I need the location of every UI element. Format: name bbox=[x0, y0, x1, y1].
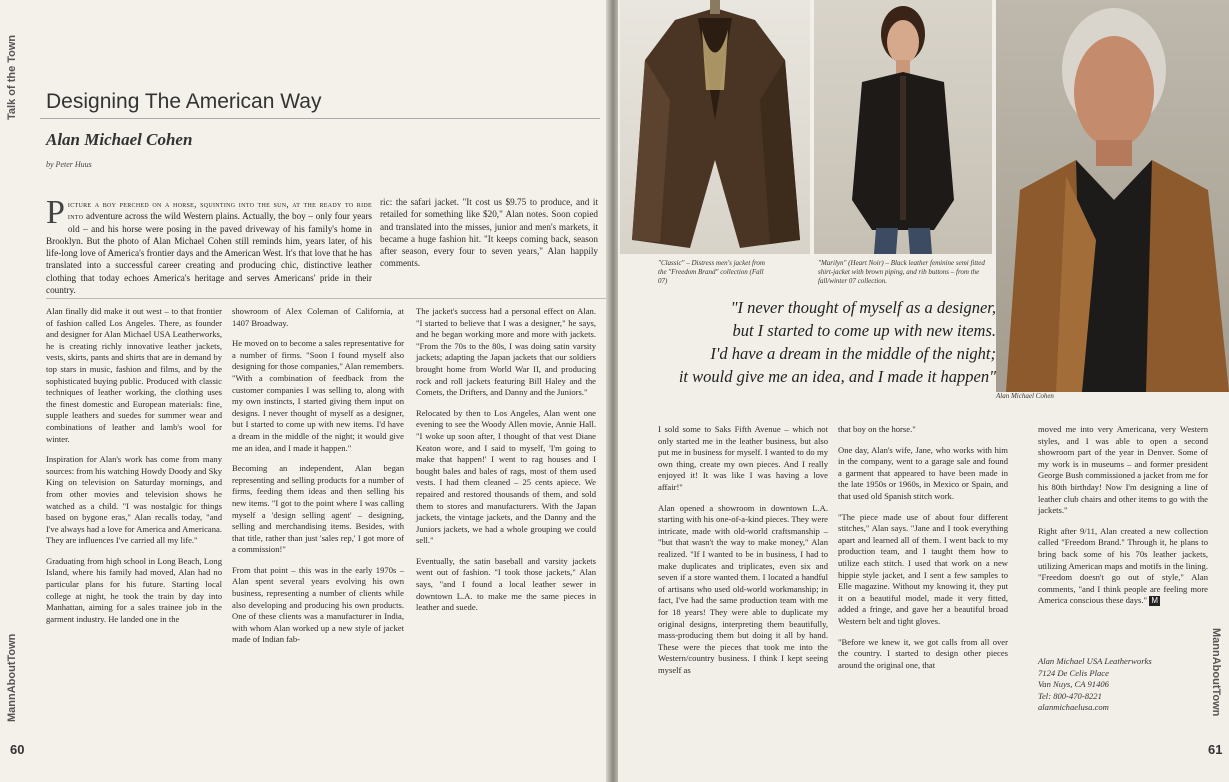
intro-lead: icture a boy perched on a horse, squinting into the sun, at the ready to ride into bbox=[67, 199, 372, 222]
paragraph: Relocated by then to Los Angeles, Alan went one evening to see the Woody Allen movie, Annie Hall. "I woke up soon after, I thought of that vest Diane Keaton wore, and I said to myself, 'I'm going to make that happen!' I went to rag houses and I bought bales and bales of rags, most of them used vests. I had them cleaned – 25 cents apiece. We repaired and restored thousands of them, and sold them to stores and manufacturers. With the Japan jackets, the vintage jackets, and the Danny and the Juniors jackets, we had a whole grouping we could sell." bbox=[416, 407, 596, 546]
paragraph: Graduating from high school in Long Beach, Long Island, where his family had moved, Alan had no particular plans for his future. Starting local college at night, he took the train by day into Manhattan, aiming for a sales trainee job in the garment industry. He landed one in the bbox=[46, 555, 222, 624]
paragraph: Alan finally did make it out west – to that frontier of fashion called Los Angeles. There, as founder and designer for Alan Michael USA Leatherworks, he is creating richly innovative leather jackets, vests, skirts, pants and shirts that are in demand by top stars in music, fashion and films, and by the sophisticated buying public. Produced with classic techniques of leather working, the clothing uses the finest domestic and European materials: fine, supple leathers and suedes for summer wear and combinations of leather and lamb's wool for winter. bbox=[46, 306, 222, 444]
article-subtitle: Alan Michael Cohen bbox=[46, 130, 193, 149]
contact-company: Alan Michael USA Leatherworks bbox=[1038, 656, 1152, 666]
paragraph: I sold some to Saks Fifth Avenue – which not only started me in the leather business, but also put me in business for myself. I wanted to do my own thing, create my own pieces. And I really enjoyed it! It was like I was having a love affair!" bbox=[658, 424, 828, 492]
paragraph: The jacket's success had a personal effect on Alan. "I started to believe that I was a designer," he says, and he began working more and more with jackets. "From the 70s to the 80s, I was doing satin varsity jackets; adapting the Japan jackets that our soldiers brought home from World War II, and producing rock and roll jackets featuring Bill Haley and the Comets, the Drifters, and Danny and the Juniors." bbox=[416, 306, 596, 398]
portrait-photo bbox=[996, 0, 1229, 392]
portrait-image bbox=[996, 0, 1229, 392]
paragraph: Becoming an independent, Alan began representing and selling products for a number of firms, feeding them ideas and then selling his new items. "I got to the point where I was calling myself a 'design selling agent' – designing, selling and merchandising items. Besides, with that title, rather than just 'sales rep,' I got more of a commission!" bbox=[232, 463, 404, 555]
page-number: 60 bbox=[10, 742, 25, 757]
paragraph-text: Right after 9/11, Alan created a new collection called "Freedom Brand." Through it, he plans to bring back some of his 70s leather jackets, utilizing American maps and motifs in the lining. "Freedom doesn't go out of style," Alan comments, "and I think people are feeling more America conscious these days." bbox=[1038, 525, 1208, 606]
jacket-caption: "Classic" – Distress men's jacket from the "Freedom Brand" collection (Fall 07) bbox=[658, 259, 765, 285]
paragraph: ric: the safari jacket. "It cost us $9.75 to produce, and it retailed for something like $20," Alan notes. Soon copied and translated into the misses, junior and men's markets, it became a huge fashion hit. "It keeps coming back, season after season, every four to seven years," Alan happily comments. bbox=[380, 197, 598, 269]
column-3 bbox=[416, 306, 596, 623]
quote-line: it would give me an idea, and I made it happen" bbox=[678, 367, 996, 386]
intro-divider bbox=[46, 298, 606, 299]
quote-line: I'd have a dream in the middle of the night; bbox=[710, 344, 996, 363]
contact-block bbox=[1038, 656, 1228, 714]
paragraph: "The piece made use of about four different stitches," Alan says. "Jane and I took everything apart and learned all of them. I went back to my production team, and I taught them how to utilize each stitch. I used that work on a new hippie style jacket, and I sent a few samples to Elle magazine. Without my knowing it, they put it on a beautiful model, made it very fitted, added a fringe, and gave her a beautiful broad Western belt and tight gloves. bbox=[838, 511, 1008, 626]
paragraph: Inspiration for Alan's work has come from many sources: from his watching Howdy Doody and Sky King on television on Saturday mornings, and from other movies and television shows he watched as a child. "I was nostalgic for things based on bygone eras," Alan recalls today, "and I've always had a love for America and Americana. They are influences I've carried all my life." bbox=[46, 454, 222, 546]
pull-quote bbox=[648, 296, 996, 388]
paragraph bbox=[1038, 526, 1208, 607]
column-3 bbox=[1038, 424, 1208, 616]
paragraph: showroom of Alex Coleman of California, at 1407 Broadway. bbox=[232, 306, 404, 328]
column-3-top bbox=[380, 196, 598, 279]
section-tab: Talk of the Town bbox=[6, 34, 18, 120]
end-of-article-mark: M bbox=[1149, 596, 1160, 606]
right-page bbox=[618, 0, 1229, 782]
paragraph: moved me into very Americana, very Western styles, and I was able to open a second showroom part of the year in Denver. Some of my work is in museums – and former president George Bush commissioned a jacket from me for his 80th birthday! Now I'm designing a line of leather club chairs and other items to go with the jackets." bbox=[1038, 424, 1208, 516]
quote-line: "I never thought of myself as a designer, bbox=[730, 298, 996, 317]
paragraph: He moved on to become a sales representative for a number of firms. "Soon I found myself also designing for those companies," Alan remembers. "With a combination of feedback from the customer companies I was selling to, along with my own instincts, I started giving them input on designs. I never thought of myself as a designer, but I started to come up with new items. I'd have a dream in the middle of the night; it would give me an idea, and I made it happen." bbox=[232, 338, 404, 453]
paragraph: Alan opened a showroom in downtown L.A. starting with his one-of-a-kind pieces. They were intricate, made with old-world craftsmanship – "but that wasn't the way to make money," Alan realized. "If I wanted to be in business, I had to make duplicates and triplicates, even six and seven if a store wanted them. I located a handful of artisans who used old-world workmanship; in fact, I've had the same production team with me for 18 years! They were able to duplicate my original designs, interpreting them beautifully, mass-producing them but doing it all by hand. These were the pieces that took me into the Western/country business. I think I kept seeing myself as bbox=[658, 502, 828, 675]
contact-website: alanmichaelusa.com bbox=[1038, 702, 1109, 712]
intro-paragraph bbox=[46, 194, 372, 296]
column-2 bbox=[838, 424, 1008, 680]
paragraph: One day, Alan's wife, Jane, who works with him in the company, went to a garage sale and found a garment that appeared to have been made in the late 1950s or 1960s, in Mexico or Spain, and that used old Spanish stitch work. bbox=[838, 444, 1008, 501]
left-page bbox=[0, 0, 612, 782]
column-2 bbox=[232, 306, 404, 655]
portrait-caption: Alan Michael Cohen bbox=[996, 392, 1054, 400]
paragraph: "Before we knew it, we got calls from all over the country. I started to design other pieces around the original one, that bbox=[838, 636, 1008, 670]
column-1 bbox=[46, 306, 222, 634]
drop-cap: P bbox=[46, 194, 65, 231]
paragraph: that boy on the horse." bbox=[838, 424, 916, 434]
paragraph: From that point – this was in the early 1970s – Alan spent several years evolving his own business, representing a number of clients while also developing and producing his own products. One of these clients was a manufacturer in India, with whom Alan worked up a new style of jacket made of Indian fab- bbox=[232, 564, 404, 645]
footer-tab: MannAboutTown bbox=[6, 633, 18, 722]
jacket-photo bbox=[620, 0, 810, 254]
title-divider bbox=[40, 118, 600, 119]
intro-text: adventure across the wild Western plains. Actually, the boy – only four years old – and his horse were posing in the paved driveway of his family's home in Brooklyn. But the photo of Alan Michael Cohen still reminds him, years later, of his life-long love of America's frontier days and the American West. It's that love that he has translated into a successful career creating and producing chic, distinctive leather clothing that today echoes America's heritage and serves Americans' pride in their country. bbox=[46, 211, 372, 296]
byline: by Peter Huus bbox=[46, 160, 92, 169]
footer-tab: MannAboutTown bbox=[1210, 628, 1222, 717]
page-number: 61 bbox=[1208, 742, 1223, 757]
model-image bbox=[814, 0, 992, 254]
quote-line: but I started to come up with new items. bbox=[732, 321, 996, 340]
contact-street: 7124 De Celis Place bbox=[1038, 667, 1109, 678]
article-title: Designing The American Way bbox=[46, 90, 322, 113]
contact-phone: Tel: 800-470-8221 bbox=[1038, 690, 1102, 701]
column-1 bbox=[658, 424, 828, 685]
jacket-image bbox=[620, 0, 810, 254]
model-photo bbox=[814, 0, 992, 254]
model-caption: "Marilyn" (Heart Noir) – Black leather feminine semi fitted shirt-jacket with brown piping, and rib buttons – from the fall/winter 07 collection. bbox=[818, 259, 985, 285]
paragraph: Eventually, the satin baseball and varsity jackets went out of fashion. "I took those jackets," Alan says, "and I found a local leather sewer in downtown L.A. to make me the same pieces in leather and suede. bbox=[416, 555, 596, 613]
contact-city: Van Nuys, CA 91406 bbox=[1038, 679, 1109, 689]
